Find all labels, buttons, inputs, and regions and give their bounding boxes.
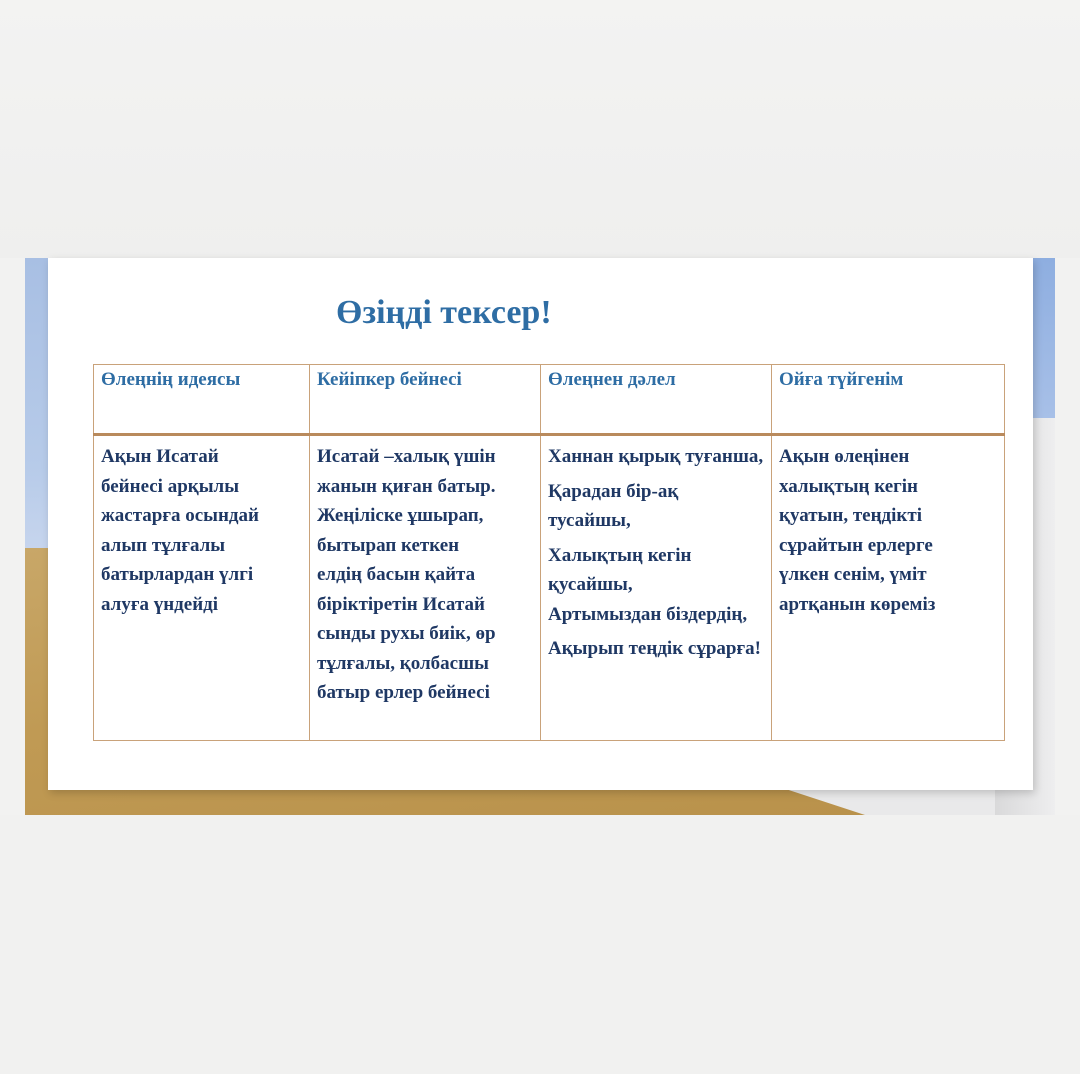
character-line: бытырап кеткен: [317, 534, 460, 556]
character-line: батыр ерлер бейнесі: [317, 682, 490, 703]
character-line: Жеңіліске ұшырап,: [317, 505, 484, 526]
conclusion-line: халықтың кегін: [779, 475, 918, 497]
poem-line: Ханнан қырық туғанша,: [548, 446, 764, 467]
character-line: елдің басын қайта: [317, 564, 476, 585]
slide: [48, 258, 1033, 790]
review-table: [93, 364, 1005, 741]
idea-line: жастарға осындай: [101, 505, 259, 526]
table-row: [94, 435, 1005, 741]
character-line: тұлғалы, қолбасшы: [317, 652, 489, 674]
character-line: сынды рухы биік, өр: [317, 623, 496, 644]
cell-conclusion: [772, 435, 1005, 741]
header-idea: Өлеңнің идеясы: [94, 365, 310, 435]
idea-line: бейнесі арқылы: [101, 475, 240, 497]
conclusion-line: артқанын көреміз: [779, 593, 936, 615]
cell-evidence: [541, 435, 772, 741]
bottom-background: [0, 815, 1080, 1074]
cell-character: [310, 435, 541, 741]
table-header-row: [94, 365, 1005, 435]
idea-line: алып тұлғалы: [101, 534, 226, 556]
conclusion-line: үлкен сенім, үміт: [779, 564, 927, 585]
character-line: біріктіретін Исатай: [317, 593, 485, 615]
header-character: Кейіпкер бейнесі: [310, 365, 541, 435]
cell-idea: [94, 435, 310, 741]
character-line: Исатай –халық үшін: [317, 446, 496, 467]
conclusion-line: сұрайтын ерлерге: [779, 534, 933, 556]
poem-line: Халықтың кегін қусайшы,: [548, 544, 692, 595]
conclusion-line: Ақын өлеңінен: [779, 446, 910, 467]
poem-line: Артымыздан біздердің,: [548, 603, 748, 625]
slide-title: Өзіңді тексер!: [336, 294, 552, 331]
idea-line: Ақын Исатай: [101, 446, 219, 467]
header-conclusion: Ойға түйгенім: [772, 365, 1005, 435]
poem-line: Ақырып теңдік сұрарға!: [548, 638, 761, 659]
idea-line: алуға үндейді: [101, 593, 219, 615]
character-line: жанын қиған батыр.: [317, 475, 496, 497]
header-evidence: Өлеңнен дәлел: [541, 365, 772, 435]
idea-line: батырлардан үлгі: [101, 564, 254, 585]
conclusion-line: қуатын, теңдікті: [779, 505, 922, 526]
poem-line: Қарадан бір-ақ тусайшы,: [548, 480, 679, 531]
top-background: [0, 0, 1080, 258]
